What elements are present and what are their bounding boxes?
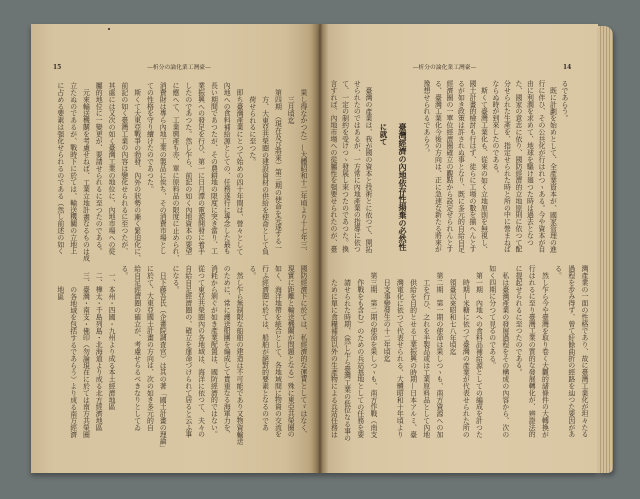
text-column: に於て、大東亞國土計畫の方向は、次の如き多元的自 — [145, 265, 154, 431]
upper-tier — [326, 80, 569, 254]
period-item: 第一期 內地への食料品補給源としての編成を計つた — [474, 271, 483, 438]
text-column: 果し得なかつた）—大體昭和十二年頃より十七年三、 — [299, 88, 307, 255]
text-column: 豫想せられるであらう。 — [422, 80, 430, 156]
text-column: て、一定の制約を受けつゝ發展し來つたのであつた。換 — [340, 80, 349, 253]
text-column: 國防經濟下に於ては、私經濟的な運賃としてゞはなく、 — [299, 265, 307, 438]
period-item-continuation: ために單に食糧補給以外の生產物による兵站任務は — [329, 278, 338, 438]
page-number: 14 — [563, 64, 572, 71]
text-column: 日下藤吾氏（企畫院調査官）は其の著「國土計畫の理論」 — [158, 271, 167, 452]
text-column: 行に伴ひ、その公共化が行はれつゝある。今や資本が自 — [537, 80, 545, 253]
text-column: た、國家の意志に依り、國防經濟的立地原則に依つて配 — [514, 80, 522, 253]
text-column: 方、大東亞共榮圈の建設資材の供給を使命として負 — [260, 95, 269, 255]
text-column: 現實に距離と輸送機關が問題となる）殊に東亞共榮圈の — [286, 265, 295, 438]
text-column: る。 — [247, 265, 256, 279]
list-item-continuation: の各地域を包括するであらう）より成る南方經濟 — [68, 285, 77, 438]
list-item: 二、樺太・千島列島・北海道より成る北方經濟地區 — [94, 271, 103, 431]
text-column: に應へて、工業興產も亦、單に原料品の限度に止められ、 — [171, 82, 180, 262]
text-column: 消費財は專ら內地工業の製品に俟ち、その消費市場とし — [158, 82, 167, 255]
text-column: 臺灣の產業は、我が國の資本と技術とに依つて、開拓 — [364, 86, 372, 253]
period-item: 第三期 第二期の使命を果しつゝも、南方作戰（南支 — [369, 271, 377, 438]
text-column: 行はれるに至り臺灣工業の質的な發展轉化が、辨證法的 — [527, 265, 536, 438]
text-column: 給自足經濟圈の確立が、考慮せらるべきなりとしてゐ — [132, 265, 141, 431]
right-page — [320, 24, 598, 473]
text-column: る。 — [119, 265, 128, 279]
lower-tier — [53, 265, 309, 452]
period-item-continuation: 灣電化に依つて代表せられる、大體昭和十年頃より — [395, 278, 404, 438]
text-column: 分せられた生產を、指定せられた時と所の中に營まねば — [502, 80, 511, 253]
text-column: 內地への食料補給源としての、任務遂行に專念した最も — [222, 82, 231, 255]
text-column: 過程を步み得ず、曾て紆餘曲折の經路を辿つた要因があ — [566, 265, 575, 438]
period-item-continuation: 工を行ひ、之れを半製品或は工業原料品として內地 — [421, 278, 430, 438]
text-column: 既に計劃を始めとして、全產業資本が、國家管理の進 — [548, 86, 557, 253]
text-column: 元來輸送機關を考慮せねば、工業立地計畫なるものは成 — [81, 88, 90, 262]
text-column: 荷せられるに至つた。 — [247, 95, 256, 165]
text-column: に占める要素は强化せられるのである（然し前述の如く — [55, 82, 64, 255]
period-item-continuation: 日支事變發生の十二年頃迄 — [382, 278, 391, 362]
book-spine-shadow — [311, 24, 329, 473]
text-column: したのであつた。然し乍ら、前記の如く內地資本の要望 — [183, 82, 192, 255]
left-page — [31, 24, 320, 473]
running-header: —析分の論化業工灣臺— — [412, 65, 477, 71]
list-item-continuation: 地區 — [55, 285, 64, 300]
text-column: 其處には又次の如く臺灣工業の地位に、內地市場への從 — [107, 82, 116, 255]
paper-spot — [108, 28, 110, 30]
text-column: 灣產業の一面の性格であり、故に臺灣工業化が坦々たる — [580, 265, 588, 438]
text-column: 第四期 （現在及び將來）第三期の使命を完遂する一 — [273, 88, 282, 252]
period-item-continuation: 領臺以來昭和七八年頃迄 — [448, 278, 457, 355]
text-column: るが如き政策は許されぬ事となり、既に多元的自給自足 — [456, 80, 465, 253]
text-column: 言すれば、內地市場への從屬性を强要せられたのが、臺 — [328, 80, 337, 253]
text-column: 立たぬのであるが、戰時下に於ては、輸送機關の立地上 — [68, 82, 77, 255]
list-item: 一、本州・四國・九州より成る本土經濟地區 — [107, 271, 116, 410]
text-column: せられたのではあるが、一方常に內地產業の指導に依つ — [352, 80, 361, 253]
text-column: 屬的地位に一變更が、要請せられるに至つたのである。 — [94, 82, 103, 255]
period-item-continuation: 時期—米糖に依つて臺灣の產業が代表せられた所の — [461, 278, 470, 438]
text-column: る。 — [553, 265, 562, 279]
text-column: 斯くて大東亞戰爭の勃發、內外の狀勢の漸く緊迫化に、 — [132, 88, 141, 262]
lower-tier — [326, 265, 590, 439]
section-heading: 臺灣經濟の內地依存性揚棄の必然性 — [398, 123, 407, 251]
running-header: —析分の論化業工灣臺— — [147, 65, 211, 71]
text-column: 三月頃迄 — [286, 95, 295, 124]
text-column: 行ふ經濟圈に於ては、船舶が絕對的要素となるのであ — [260, 265, 269, 431]
text-column: 斯くて臺灣工業化も、從來の如く立地原則を無視し、 — [479, 86, 488, 253]
text-column: のために、常に護送船團を編成して貴重なる海軍力を、 — [222, 265, 231, 438]
text-column: る、臺灣工業化今後の方向は、正に急速な新たる將來が — [433, 80, 442, 253]
list-item: 三、臺灣・南支・佛印（勿論現在に於ては南方共榮圈 — [81, 271, 90, 438]
text-column: 國土計畫的檢討も行はず、徒らに工場の數を揃へんとす — [468, 80, 476, 253]
period-item-continuation: 供給を目的とせる工業振興の時期—日本アルミ、臺 — [408, 278, 417, 438]
text-column: 如く四期に分つて見るのである。 — [487, 265, 496, 369]
section-heading-sub: に就て — [379, 123, 388, 146]
text-column: 自給自足經濟圈の、確立を運命づけられて居ると云ふ事 — [183, 265, 192, 438]
page-number: 15 — [53, 64, 62, 71]
upper-tier — [53, 82, 309, 262]
period-item: 第二期 第一期の使命は果しつゝも、南方資源への加 — [434, 271, 443, 438]
period-item-continuation: 請せられた時期、（然し乍ら臺灣工業の低位なる事の — [342, 278, 351, 441]
text-column: 即ち臺灣產業にとつて始めの四十年間は、營々として — [235, 88, 244, 255]
text-column: 如く、海洋地帶を統合として、各地域間に物資の交流を — [273, 265, 282, 438]
period-item-continuation: 作戰をも含む）のための兵站基地としての任務を要 — [355, 278, 364, 438]
text-column: 然し乍ら今や臺灣を取り卷く大觀的諸條件の大轉換が — [540, 271, 549, 438]
text-column: 私は臺灣產業の發展過程をその構成の內容から、次の — [500, 271, 509, 438]
text-column: に提起せられるに至つたのである。 — [514, 265, 523, 376]
text-column: 前記の如く臺灣工業の內容は變化せられるに至つたが、 — [119, 82, 128, 255]
text-column: ての性格を守り續けたのであつた。 — [145, 82, 154, 193]
text-column: 長い期間であつたが、その農耕地の限度に突き當り、工 — [209, 82, 218, 255]
text-column: 從つて東亞共榮圈內の各地域は、海洋に依つて、夫々の — [196, 265, 205, 438]
page-edges — [598, 26, 613, 473]
text-column: 經濟圈の一單位經濟圈確立の觀點から設定せられんとす — [445, 80, 453, 253]
text-column: 由に利潤を求めて、地球を驅け廻つた時は過去となつ — [525, 80, 534, 246]
text-column: 消耗から剝ぐが如き產業配置は、國防經濟的ではない。 — [209, 265, 218, 438]
text-column: になる。 — [171, 265, 180, 293]
text-column: るであらう。 — [560, 80, 568, 122]
text-column: ならぬ時が到來したのである。 — [491, 80, 499, 177]
text-column: 然し乍ら無制限な船舶の建造は不可能であり又物資輸送 — [235, 271, 244, 445]
text-column: 業振興への發足を行ひ、第一に日月潭の電源開發に着手 — [196, 82, 205, 255]
